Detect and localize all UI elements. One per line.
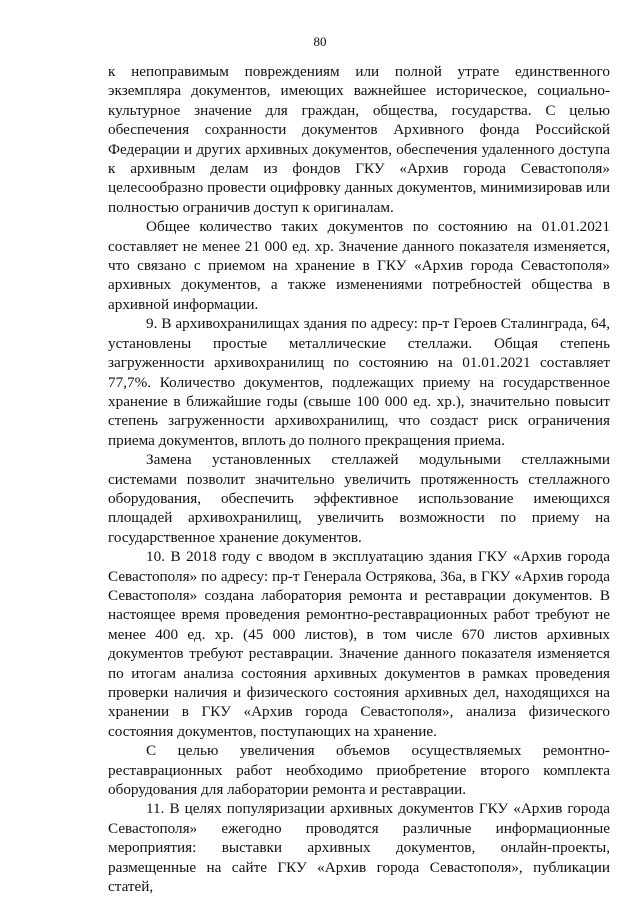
paragraph-item-9: 9. В архивохранилищах здания по адресу: пр-т Героев Сталинграда, 64, установлены простые металлические стеллажи. Общая степень загруженности архивохранилищ по состоянию на 01.01.2021 составляет 77,7%. Количество документов, подлежащих приему на государственное хранение в ближайшие годы (свыше 100 000 ед. хр.), значительно повысит степень загруженности архивохранилищ, что создаст риск ограничения приема документов, вплоть до полного прекращения приема. [108,315,610,449]
paragraph-item-10: 10. В 2018 году с вводом в эксплуатацию здания ГКУ «Архив города Севастополя» по адресу: пр-т Генерала Острякова, 36а, в ГКУ «Архив города Севастополя» создана лаборатория ремонта и реставрации документов. В настоящее время проведения ремонтно-реставрационных работ требуют не менее 400 ед. хр. (45 000 листов), в том числе 670 листов архивных документов требуют реставрации. Значение данного показателя изменяется по итогам анализа состояния архивных документов в рамках проведения проверки наличия и физического состояния архивных дел, находящихся на хранении в ГКУ «Архив города Севастополя», анализа физического состояния документов, поступающих на хранение. [108,548,610,740]
document-body [108,62,610,896]
paragraph-documents-count: Общее количество таких документов по состоянию на 01.01.2021 составляет не менее 21 000 ед. хр. Значение данного показателя изменяется, что связано с приемом на хранение в ГКУ «Архив города Севастополя» архивных документов, а также изменениями потребностей общества в архивной информации. [108,218,610,313]
paragraph-restoration-equipment: С целью увеличения объемов осуществляемых ремонтно-реставрационных работ необходимо приобретение второго комплекта оборудования для лаборатории ремонта и реставрации. [108,742,610,799]
paragraph-item-11: 11. В целях популяризации архивных документов ГКУ «Архив города Севастополя» ежегодно проводятся различные информационные мероприятия: выставки архивных документов, онлайн-проекты, размещенные на сайте ГКУ «Архив города Севастополя», публикации статей, [108,800,610,896]
page-number: 80 [313,34,327,49]
paragraph-continuation: к непоправимым повреждениям или полной утрате единственного экземпляра документов, имеющих важнейшее историческое, социально-культурное значение для граждан, общества, государства. С целью обеспечения сохранности документов Архивного фонда Российской Федерации и других архивных документов, обеспечения удаленного доступа к архивным делам из фондов ГКУ «Архив города Севастополя» целесообразно провести оцифровку данных документов, минимизировав или полностью ограничив доступ к оригиналам. [108,63,610,216]
paragraph-shelving-replacement: Замена установленных стеллажей модульными стеллажными системами позволит значительно увеличить протяженность стеллажного оборудования, обеспечить эффективное использование имеющихся площадей архивохранилищ, увеличить возможности по приему на государственное хранение документов. [108,451,610,546]
